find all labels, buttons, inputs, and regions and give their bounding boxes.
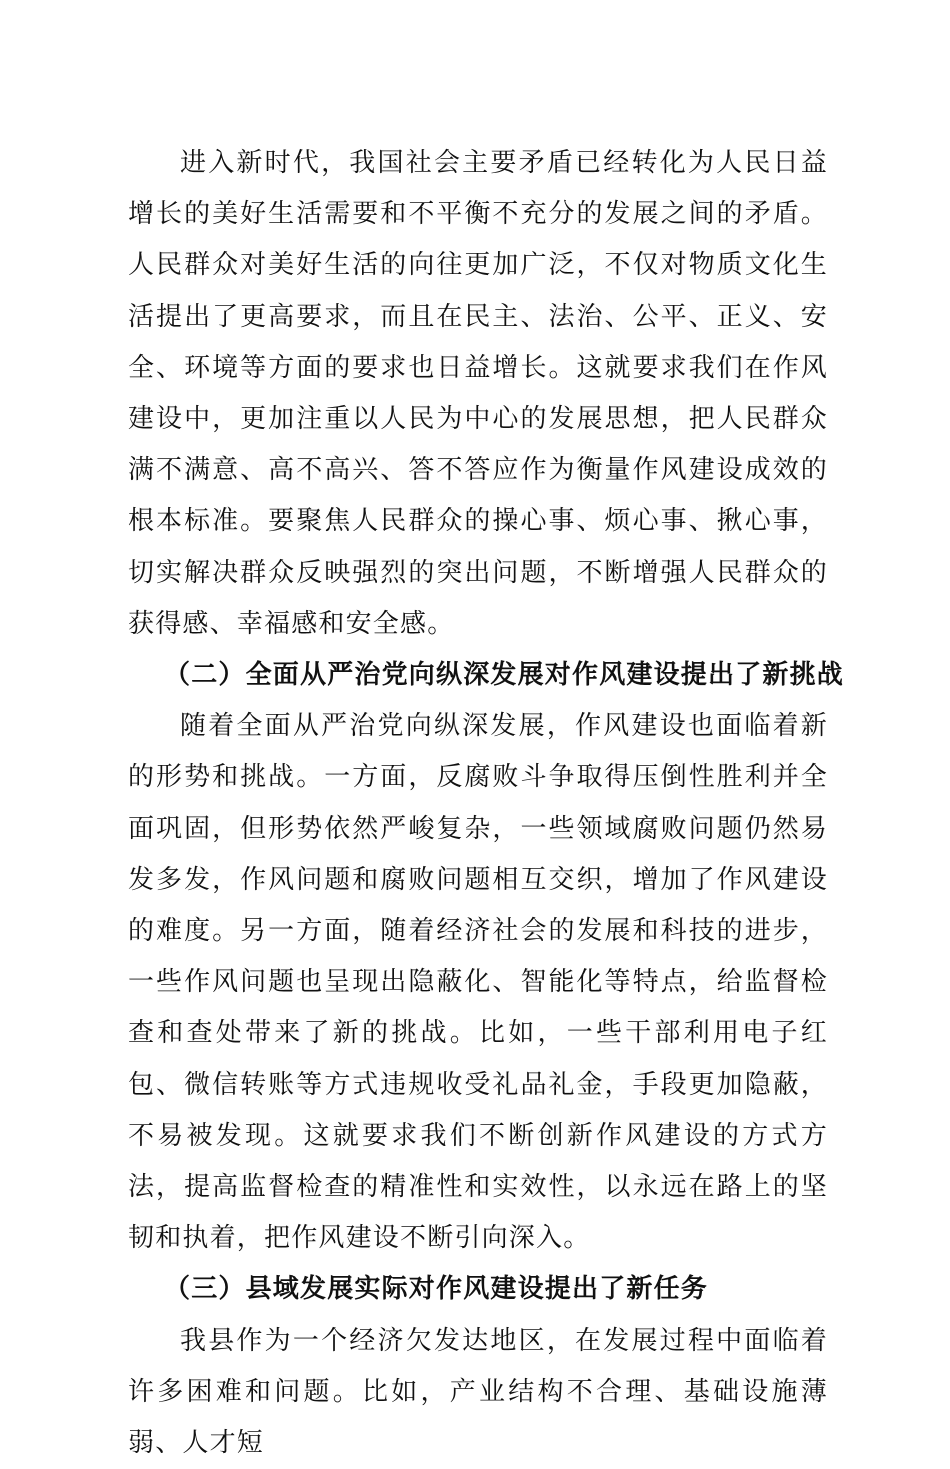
section-heading-2: （二）全面从严治党向纵深发展对作风建设提出了新挑战 [164, 660, 845, 691]
section-heading-3: （三）县域发展实际对作风建设提出了新任务 [164, 1274, 709, 1305]
document-body [128, 138, 845, 1469]
paragraph-new-era-contradiction: 进入新时代，我国社会主要矛盾已经转化为人民日益增长的美好生活需要和不平衡不充分的发展之间的矛盾。人民群众对美好生活的向往更加广泛，不仅对物质文化生活提出了更高要求，而且在民主、法治、公平、正义、安全、环境等方面的要求也日益增长。这就要求我们在作风建设中，更加注重以人民为中心的发展思想，把人民群众满不满意、高不高兴、答不答应作为衡量作风建设成效的根本标准。要聚焦人民群众的操心事、烦心事、揪心事，切实解决群众反映强烈的突出问题，不断增强人民群众的获得感、幸福感和安全感。 [128, 148, 828, 639]
paragraph-county-development: 我县作为一个经济欠发达地区，在发展过程中面临着许多困难和问题。比如，产业结构不合理、基础设施薄弱、人才短 [128, 1325, 828, 1459]
paragraph-party-governance: 随着全面从严治党向纵深发展，作风建设也面临着新的形势和挑战。一方面，反腐败斗争取得压倒性胜利并全面巩固，但形势依然严峻复杂，一些领域腐败问题仍然易发多发，作风问题和腐败问题相互交织，增加了作风建设的难度。另一方面，随着经济社会的发展和科技的进步，一些作风问题也呈现出隐蔽化、智能化等特点，给监督检查和查处带来了新的挑战。比如，一些干部利用电子红包、微信转账等方式违规收受礼品礼金，手段更加隐蔽，不易被发现。这就要求我们不断创新作风建设的方式方法，提高监督检查的精准性和实效性，以永远在路上的坚韧和执着，把作风建设不断引向深入。 [128, 711, 828, 1254]
